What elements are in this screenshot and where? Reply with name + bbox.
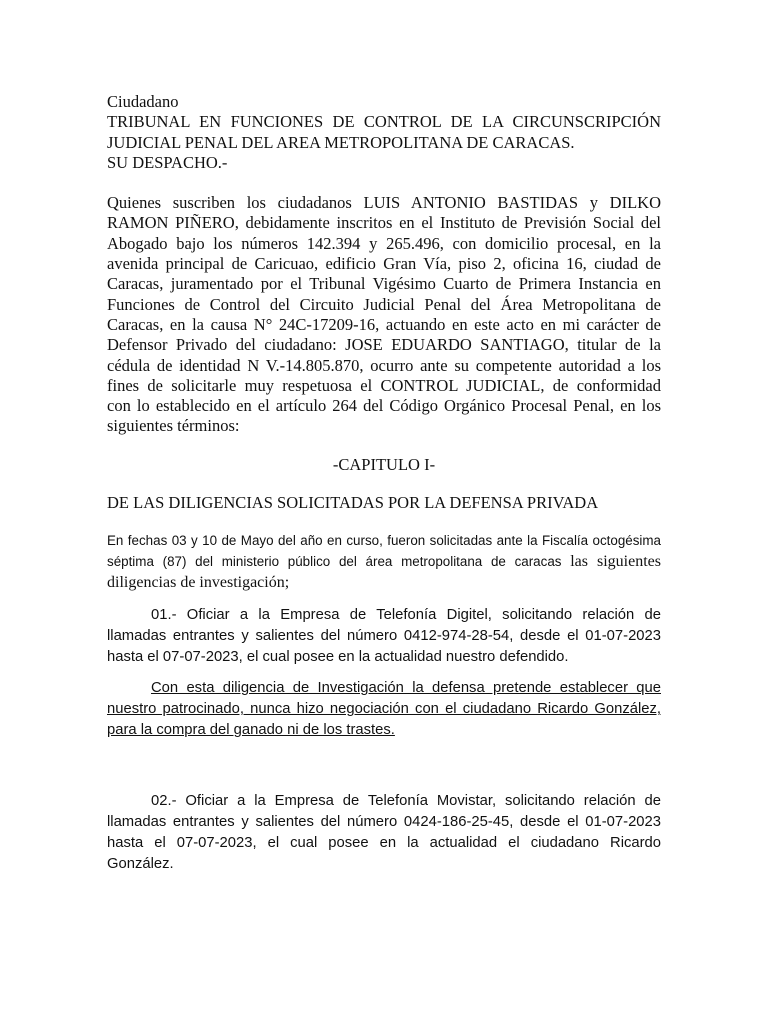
intro-line: RAMON PIÑERO, debidamente inscritos en el Instituto de Previsión Social del [107, 213, 661, 233]
purpose-line: Con esta diligencia de Investigación la defensa pretende establecer que [151, 680, 661, 697]
document-page [107, 92, 661, 875]
item1-line: hasta el 07-07-2023, el cual posee en la actualidad nuestro defendido. [107, 649, 569, 666]
intro-line: Abogado bajo los números 142.394 y 265.496, con domicilio procesal, en la [107, 233, 661, 253]
salutation: Ciudadano [107, 92, 179, 111]
fechas-line-2-serif: las siguientes [570, 553, 661, 571]
defense-purpose-paragraph [107, 678, 661, 741]
addressee-block [107, 92, 661, 173]
requested-dates-paragraph [107, 530, 661, 593]
purpose-line: nuestro patrocinado, nunca hizo negociación con el ciudadano Ricardo González, [107, 701, 661, 718]
item1-line: llamadas entrantes y salientes del número 0412-974-28-54, desde el 01-07-2023 [107, 628, 661, 645]
item2-line: llamadas entrantes y salientes del número 0424-186-25-45, desde el 01-07-2023 [107, 814, 661, 831]
intro-line: fines de solicitarle muy respetuosa el CONTROL JUDICIAL, de conformidad [107, 375, 661, 395]
intro-paragraph [107, 193, 661, 437]
fechas-line-3: diligencias de investigación; [107, 574, 290, 592]
chapter-heading: -CAPITULO I- [332, 454, 436, 474]
diligence-item-1 [107, 605, 661, 668]
intro-line: avenida principal de Caricuao, edificio Gran Vía, piso 2, oficina 16, ciudad de [107, 254, 661, 274]
purpose-line: para la compra del ganado ni de los trastes. [107, 722, 395, 739]
fechas-line-2-sans: séptima (87) del ministerio público del área metropolitana de caracas [107, 554, 562, 570]
intro-line: Caracas, en la causa N° 24C-17209-16, actuando en este acto en mi carácter de [107, 314, 661, 334]
item2-line: 02.- Oficiar a la Empresa de Telefonía Movistar, solicitando relación de [151, 793, 661, 810]
tribunal-line-2: JUDICIAL PENAL DEL AREA METROPOLITANA DE CARACAS. [107, 132, 575, 152]
fechas-line-1: En fechas 03 y 10 de Mayo del año en curso, fueron solicitadas ante la Fiscalía octogésima [107, 533, 661, 549]
intro-line: Quienes suscriben los ciudadanos LUIS ANTONIO BASTIDAS y DILKO [107, 193, 661, 213]
item2-line: González. [107, 856, 174, 873]
fechas-line-2 [107, 551, 661, 572]
item1-line: 01.- Oficiar a la Empresa de Telefonía Digitel, solicitando relación de [151, 607, 661, 624]
purpose-line-wrap [107, 720, 661, 741]
despacho-line: SU DESPACHO.- [107, 152, 228, 172]
intro-line: Caracas, juramentado por el Tribunal Vigésimo Cuarto de Primera Instancia en [107, 274, 661, 294]
section-title: DE LAS DILIGENCIAS SOLICITADAS POR LA DEFENSA PRIVADA [107, 493, 599, 513]
tribunal-line-1: TRIBUNAL EN FUNCIONES DE CONTROL DE LA CIRCUNSCRIPCIÓN [107, 112, 661, 132]
intro-line: cédula de identidad N V.-14.805.870, ocurro ante su competente autoridad a los [107, 355, 661, 375]
item2-line: hasta el 07-07-2023, el cual posee en la actualidad el ciudadano Ricardo [107, 835, 661, 852]
intro-line: Funciones de Control del Circuito Judicial Penal del Área Metropolitana de [107, 294, 661, 314]
intro-line: siguientes términos: [107, 416, 240, 436]
intro-line: Defensor Privado del ciudadano: JOSE EDUARDO SANTIAGO, titular de la [107, 335, 661, 355]
diligence-item-2 [107, 791, 661, 875]
intro-line: con lo establecido en el artículo 264 del Código Orgánico Procesal Penal, en los [107, 396, 661, 416]
